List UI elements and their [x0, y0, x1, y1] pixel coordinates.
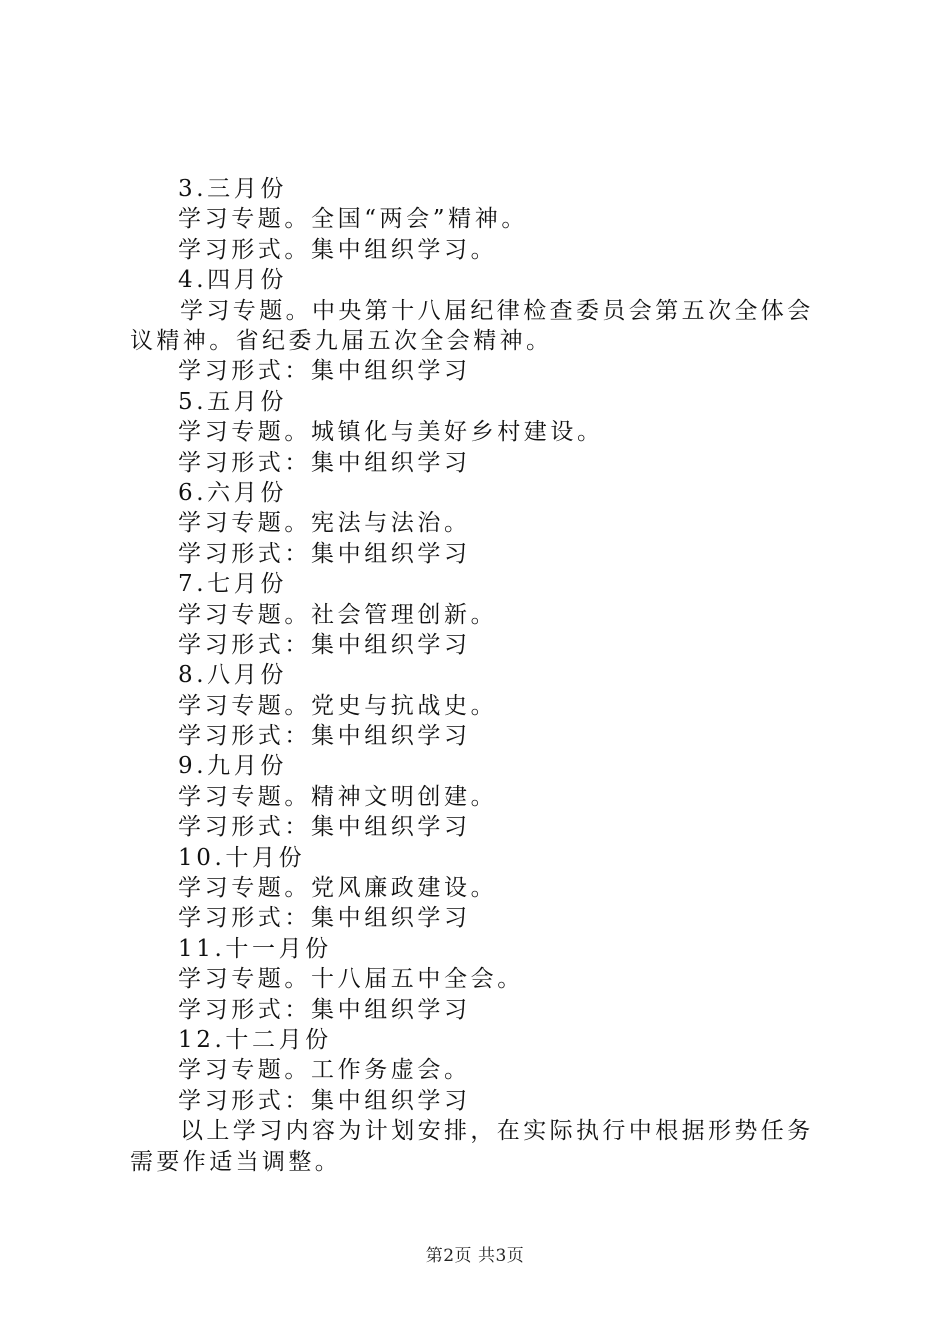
document-body	[130, 174, 830, 1177]
study-format-line: 学习形式。集中组织学习。	[178, 236, 498, 263]
month-heading: 8.八月份	[178, 662, 287, 689]
study-topic-line: 学习专题。全国“两会”精神。	[178, 206, 528, 233]
study-format-line: 学习形式：集中组织学习	[178, 540, 471, 567]
study-format-line: 学习形式：集中组织学习	[178, 631, 471, 658]
study-topic-line: 学习专题。党风廉政建设。	[178, 875, 498, 902]
study-topic-line: 学习专题。社会管理创新。	[178, 601, 498, 628]
study-topic-line: 学习专题。党史与抗战史。	[178, 692, 498, 719]
study-topic-line: 学习专题。十八届五中全会。	[178, 966, 524, 993]
month-heading: 4.四月份	[178, 267, 287, 294]
study-format-line: 学习形式：集中组织学习	[178, 905, 471, 932]
study-topic-line: 学习专题。精神文明创建。	[178, 783, 498, 810]
study-topic-line: 学习专题。工作务虚会。	[178, 1057, 471, 1084]
study-topic-paragraph: 学习专题。中央第十八届纪律检查委员会第五次全体会议精神。省纪委九届五次全会精神。	[130, 297, 814, 354]
month-heading: 3.三月份	[178, 176, 287, 202]
page-footer: 第2页 共3页	[425, 1246, 525, 1266]
study-format-line: 学习形式：集中组织学习	[178, 358, 471, 385]
study-format-line: 学习形式：集中组织学习	[178, 996, 471, 1023]
study-format-line: 学习形式：集中组织学习	[178, 723, 471, 750]
month-heading: 6.六月份	[178, 479, 287, 506]
month-heading: 10.十月份	[178, 844, 306, 871]
study-format-line: 学习形式：集中组织学习	[178, 1087, 471, 1114]
closing-paragraph: 以上学习内容为计划安排，在实际执行中根据形势任务需要作适当调整。	[130, 1118, 814, 1175]
month-heading: 9.九月份	[178, 753, 287, 780]
month-heading: 7.七月份	[178, 571, 287, 598]
month-heading: 11.十一月份	[178, 935, 332, 962]
study-format-line: 学习形式：集中组织学习	[178, 449, 471, 476]
study-topic-line: 学习专题。城镇化与美好乡村建设。	[178, 419, 604, 446]
study-topic-line: 学习专题。宪法与法治。	[178, 510, 471, 537]
study-format-line: 学习形式：集中组织学习	[178, 814, 471, 841]
month-heading: 5.五月份	[178, 388, 287, 415]
month-heading: 12.十二月份	[178, 1026, 332, 1053]
